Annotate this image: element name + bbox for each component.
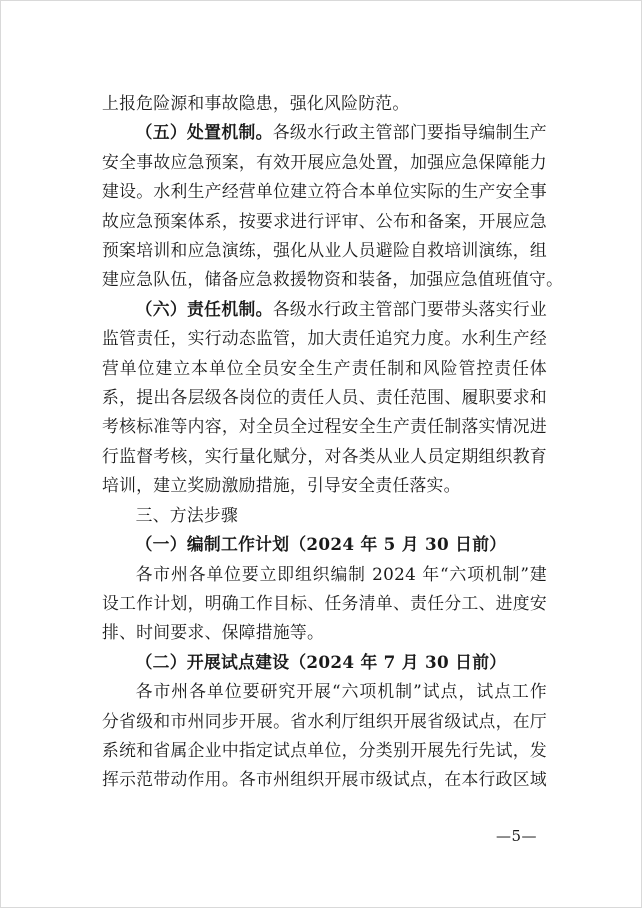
section-six-first-line [102, 295, 547, 324]
paragraph-line: 考核标准等内容，对全员全过程安全生产责任制落实情况进 [102, 416, 547, 437]
paragraph-line: 预案培训和应急演练，强化从业人员避险自救培训演练，组 [102, 240, 547, 261]
paragraph-line: 监管责任，实行动态监管，加大责任追究力度。水利生产经 [102, 328, 547, 349]
paragraph-line: 上报危险源和事故隐患，强化风险防范。 [102, 93, 410, 113]
paragraph-text: 各级水行政主管部门要指导编制生产 [272, 122, 547, 143]
section-five-first-line [102, 118, 547, 147]
paragraph-line: 各市州各单位要立即组织编制 2024 年“六项机制”建 [135, 563, 547, 584]
paragraph-line: 行监督考核，实行量化赋分，对各类从业人员定期组织教育 [102, 445, 547, 466]
paragraph-line: 各市州各单位要研究开展“六项机制”试点，试点工作 [135, 681, 547, 702]
paragraph-line: 分省级和市州同步开展。省水利厅组织开展省级试点，在厅 [102, 710, 547, 731]
paragraph-line: 培训，建立奖励激励措施，引导安全责任落实。 [102, 475, 461, 496]
step-one-heading: （一）编制工作计划（2024 年 5 月 30 日前） [135, 534, 507, 555]
paragraph-line: 设工作计划，明确工作目标、任务清单、责任分工、进度安 [102, 592, 547, 613]
paragraph-line: 建设。水利生产经营单位建立符合本单位实际的生产安全事 [102, 181, 547, 202]
paragraph-line: 故应急预案体系，按要求进行评审、公布和备案，开展应急 [102, 210, 547, 231]
paragraph-line: 安全事故应急预案，有效开展应急处置，加强应急保障能力 [102, 151, 547, 172]
paragraph-text: 各级水行政主管部门要带头落实行业 [272, 298, 547, 319]
paragraph-line: 系，提出各层级各岗位的责任人员、责任范围、履职要求和 [102, 387, 547, 408]
paragraph-line: 营单位建立本单位全员安全生产责任制和风险管控责任体 [102, 357, 547, 378]
document-body [102, 89, 564, 795]
step-two-heading: （二）开展试点建设（2024 年 7 月 30 日前） [135, 651, 507, 672]
page-number: —5— [496, 827, 538, 845]
paragraph-line: 系统和省属企业中指定试点单位，分类别开展先行先试，发 [102, 739, 547, 760]
section-five-title: （五）处置机制。 [135, 122, 273, 143]
paragraph-line: 排、时间要求、保障措施等。 [102, 622, 325, 643]
part-three-heading: 三、方法步骤 [135, 504, 239, 525]
section-six-title: （六）责任机制。 [135, 298, 273, 319]
paragraph-line: 挥示范带动作用。各市州组织开展市级试点，在本行政区域 [102, 769, 547, 790]
paragraph-line: 建应急队伍，储备应急救援物资和装备，加强应急值班值守。 [102, 269, 564, 290]
